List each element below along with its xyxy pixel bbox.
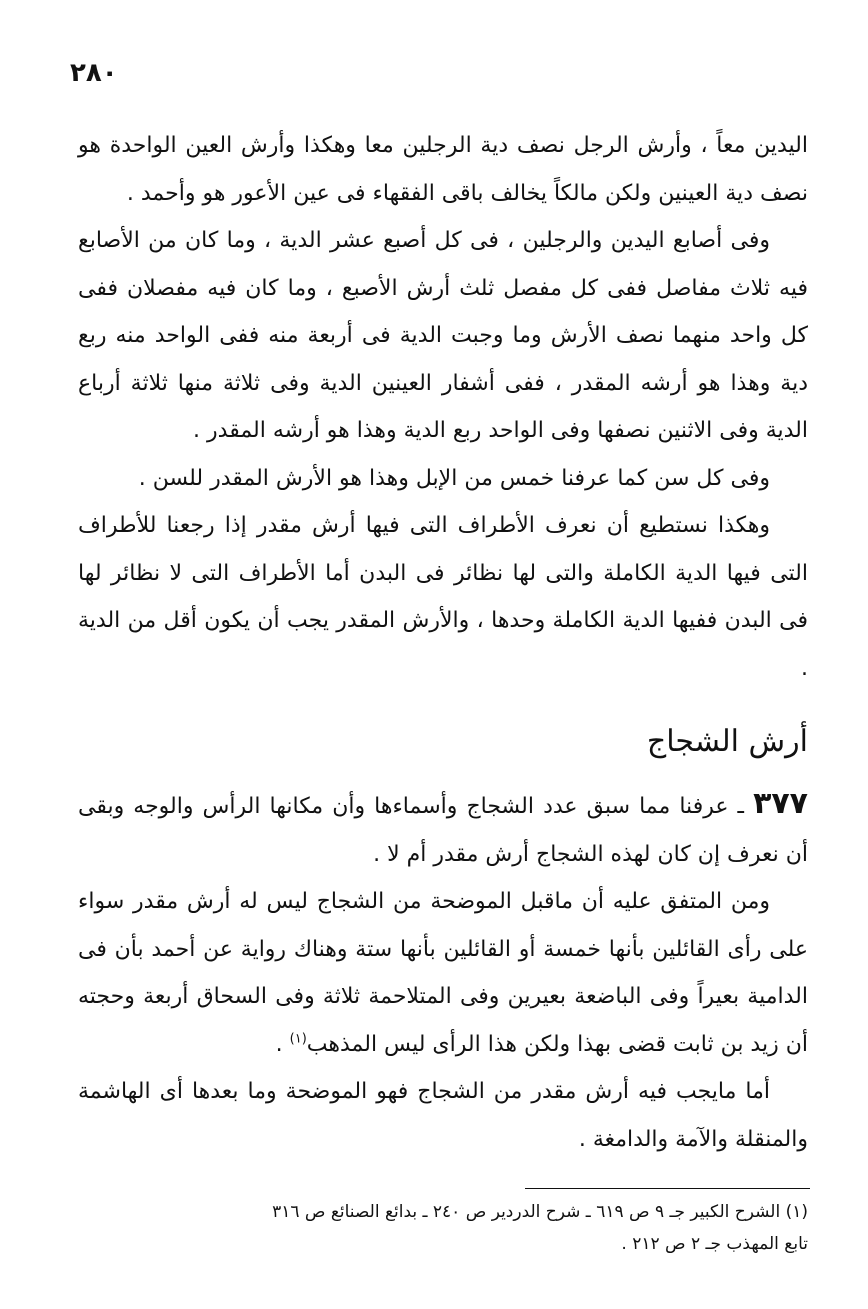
- paragraph-with-footnote: [78, 878, 808, 1068]
- footnote-reference: (١): [289, 1031, 307, 1047]
- paragraph-3: وفى كل سن كما عرفنا خمس من الإبل وهذا هو الأرش المقدر للسن .: [138, 465, 770, 491]
- section-paragraph-377: [78, 780, 808, 878]
- paragraph-last: أما مايجب فيه أرش مقدر من الشجاج فهو الموضحة وما بعدها أى الهاشمة والمنقلة والآمة والدامغة .: [78, 1079, 808, 1152]
- section-number: ٣٧٧: [753, 786, 808, 821]
- paragraph-1: اليدين معاً ، وأرش الرجل نصف دية الرجلين معا وهكذا وأرش العين الواحدة هو نصف دية العينين ولكن مالكاً يخالف باقى الفقهاء فى عين الأعور هو وأحمد .: [78, 133, 808, 206]
- paragraph-2: وفى أصابع اليدين والرجلين ، فى كل أصبع عشر الدية ، وما كان من الأصابع فيه ثلاث مفاصل ففى كل مفصل ثلث أرش الأصبع ، وما كان فيه مفصلان ففى كل واحد منهما نصف الأرش وما وجبت الدية فى أربعة منه ففى الواحد منه ربع دية وهذا هو أرشه المقدر ، ففى أشفار العينين الدية وفى ثلاثة منها ثلاثة أرباع الدية وفى الاثنين نصفها وفى الواحد ربع الدية وهذا هو أرشه المقدر .: [78, 228, 808, 443]
- footnote: [78, 1196, 808, 1260]
- section-first-text: ـ عرفنا مما سبق عدد الشجاج وأسماءها وأن مكانها الرأس والوجه وبقى أن نعرف إن كان لهذه الشجاج أرش مقدر أم لا .: [78, 794, 808, 867]
- footnote-line-1: (١) الشرح الكبير جـ ٩ ص ٦١٩ ـ شرح الدردير ص ٢٤٠ ـ بدائع الصنائع ص ٣١٦: [272, 1202, 808, 1222]
- section-heading: أرش الشجاج: [646, 724, 808, 759]
- paragraph-with-footnote-tail: .: [275, 1031, 290, 1057]
- paragraph-4: وهكذا نستطيع أن نعرف الأطراف التى فيها أرش مقدر إذا رجعنا للأطراف التى فيها الدية الكاملة والتى لها نظائر فى البدن أما الأطراف التى لا نظائر لها فى البدن ففيها الدية الكاملة وحدها ، والأرش المقدر يجب أن يكون أقل من الدية .: [78, 513, 808, 681]
- page-number: ٢٨٠: [70, 58, 118, 88]
- footnote-divider: [525, 1188, 810, 1189]
- footnote-line-2: تابع المهذب جـ ٢ ص ٢١٢ .: [621, 1234, 808, 1254]
- paragraph-with-footnote-text: ومن المتفق عليه أن ماقبل الموضحة من الشجاج ليس له أرش مقدر سواء على رأى القائلين بأنها خمسة أو القائلين بأنها ستة وهناك رواية عن أحمد بأن فى الدامية بعيراً وفى الباضعة بعيرين وفى المتلاحمة ثلاثة وفى السحاق أربعة وحجته أن زيد بن ثابت قضى بهذا ولكن هذا الرأى ليس المذهب: [78, 889, 808, 1057]
- body-text: [78, 122, 808, 1163]
